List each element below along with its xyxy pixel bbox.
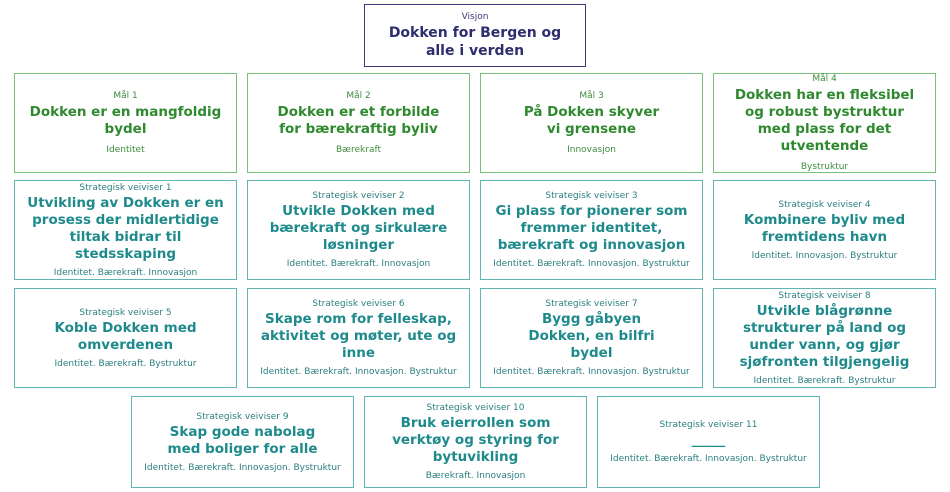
strategic-guide-box-7 [480,288,703,388]
strategic-guide-label: Strategisk veiviser 2 [312,191,405,201]
goal-box-3 [480,73,703,173]
goal-label: Mål 1 [113,91,138,101]
strategic-guide-title: Koble Dokken med omverdenen [54,319,197,353]
strategic-guide-title: Bygg gåbyen Dokken, en bilfri bydel [528,311,655,361]
strategic-guide-box-6 [247,288,470,388]
strategic-guide-label: Strategisk veiviser 3 [545,191,638,201]
strategic-guide-label: Strategisk veiviser 10 [426,403,525,413]
strategic-guide-tag: Identitet. Bærekraft. Bystruktur [54,358,197,369]
strategic-guide-title: Utvikle blågrønne strukturer på land og under vann, og gjør sjøfronten tilgjengelig [739,302,910,370]
strategic-guide-title: Utvikle Dokken med bærekraft og sirkulære løsninger [269,203,448,253]
strategic-guide-tag: Identitet. Bærekraft. Innovasjon. Bystruktur [260,367,457,377]
goal-label: Mål 3 [579,91,604,101]
strategic-guide-box-4 [713,180,936,280]
strategic-guide-tag: Identitet. Bærekraft. Innovasjon [286,259,431,269]
strategic-guide-title: Skap gode nabolag med boliger for alle [167,423,318,457]
goal-title: Dokken er et forbilde for bærekraftig byliv [277,104,440,137]
strategic-guide-box-8 [713,288,936,388]
goal-box-4 [713,73,936,173]
goal-tag: Identitet [106,145,145,155]
goal-tag: Bystruktur [800,162,849,172]
strategic-guide-box-1 [14,180,237,280]
vision-box [364,4,586,67]
strategic-guide-tag: Identitet. Bærekraft. Innovasjon. Bystruktur [493,259,690,269]
strategic-guide-box-3 [480,180,703,280]
goal-title: Dokken har en fleksibel og robust bystruktur med plass for det utventende [734,87,915,154]
strategic-guide-box-2 [247,180,470,280]
goal-tag: Innovasjon [567,145,616,155]
vision-title: Dokken for Bergen og alle i verden [388,25,562,59]
strategic-guide-box-10 [364,396,587,488]
strategic-guide-label: Strategisk veiviser 1 [79,182,172,193]
goal-label: Mål 4 [812,74,837,84]
strategic-guide-title: Skape rom for felleskap, aktivitet og møter, ute og inne [260,311,457,361]
vision-label: Visjon [461,12,489,22]
strategic-guide-tag: Identitet. Innovasjon. Bystruktur [751,250,898,261]
goal-title: Dokken er en mangfoldig bydel [29,104,222,137]
goal-box-2 [247,73,470,173]
strategic-guide-title: Bruk eierrollen som verktøy og styring for bytuvikling [392,415,559,465]
strategic-guide-label: Strategisk veiviser 9 [196,411,289,422]
strategic-guide-label: Strategisk veiviser 8 [778,290,871,301]
strategic-guide-box-5 [14,288,237,388]
strategic-guide-tag: Identitet. Bærekraft. Bystruktur [753,375,896,386]
strategic-guide-title: Utvikling av Dokken er en prosess der midlertidige tiltak bidrar til stedsskaping [27,194,224,262]
goal-tag: Bærekraft [335,145,382,155]
strategic-guide-box-11 [597,396,820,488]
goal-box-1 [14,73,237,173]
strategic-guide-box-9 [131,396,354,488]
strategic-guide-tag: Identitet. Bærekraft. Innovasjon [53,267,198,278]
strategic-guide-tag: Identitet. Bærekraft. Innovasjon. Bystruktur [610,454,807,464]
strategic-guide-label: Strategisk veiviser 11 [659,420,758,430]
strategic-guide-label: Strategisk veiviser 4 [778,199,871,210]
strategic-guide-label: Strategisk veiviser 5 [79,307,172,318]
strategic-guide-tag: Bærekraft. Innovasjon [425,471,526,481]
strategic-guide-title: Gi plass for pionerer som fremmer identitet, bærekraft og innovasjon [495,203,688,253]
strategic-guide-tag: Identitet. Bærekraft. Innovasjon. Bystruktur [493,367,690,377]
goal-title: På Dokken skyver vi grensene [523,104,660,137]
strategic-guide-label: Strategisk veiviser 7 [545,299,638,309]
strategic-guide-title: Kombinere byliv med fremtidens havn [743,211,906,245]
goal-label: Mål 2 [346,91,371,101]
strategic-guide-title: _____ [691,432,726,448]
strategic-guide-label: Strategisk veiviser 6 [312,299,405,309]
strategic-guide-tag: Identitet. Bærekraft. Innovasjon. Bystruktur [144,462,341,473]
